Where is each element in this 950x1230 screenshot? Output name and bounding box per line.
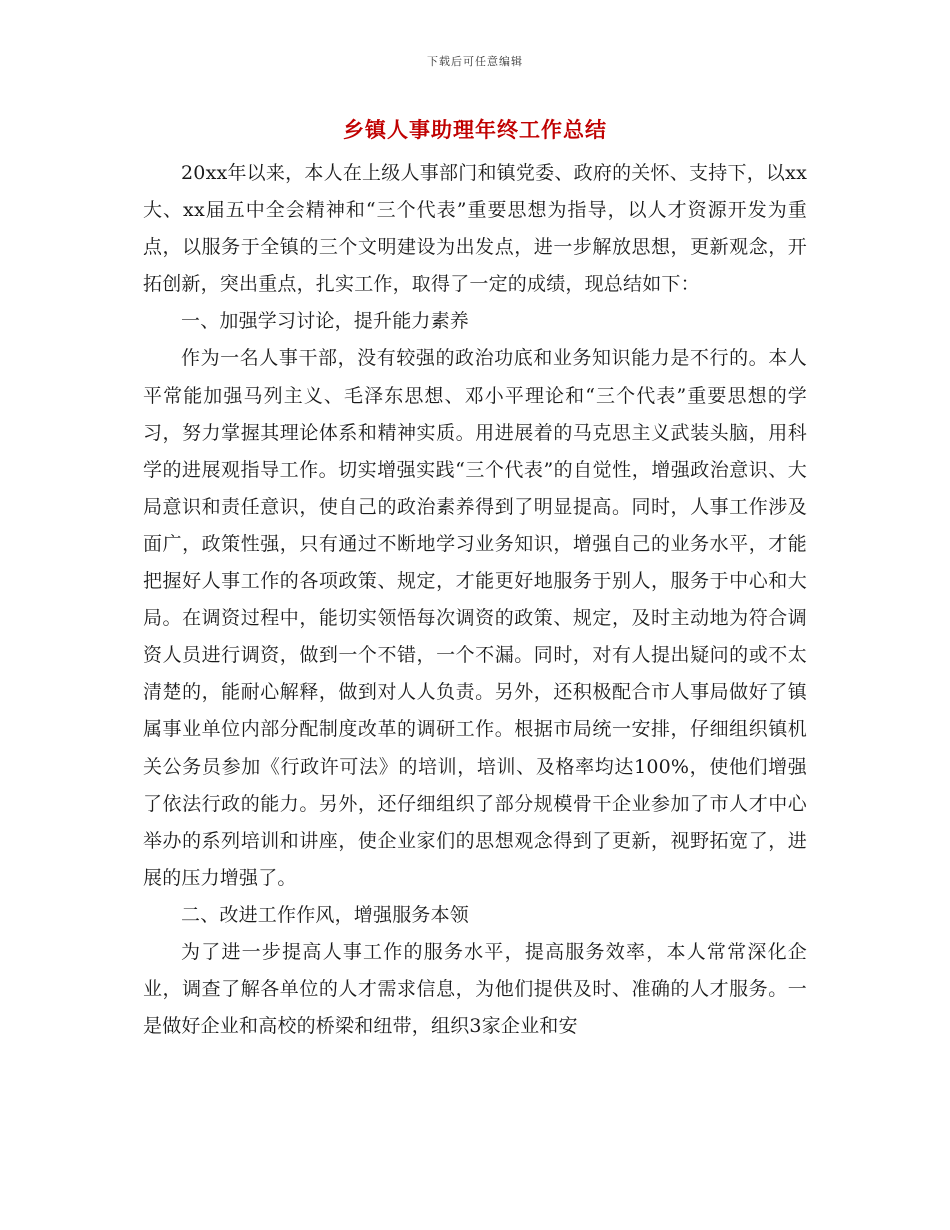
document-title: 乡镇人事助理年终工作总结 (343, 117, 607, 142)
section-heading-1: 一、加强学习讨论，提升能力素养 (181, 310, 470, 333)
section-2-paragraph: 为了进一步提高人事工作的服务水平，提高服务效率，本人常常深化企业，调查了解各单位的人才需求信息，为他们提供及时、准确的人才服务。一是做好企业和高校的桥梁和纽带，组织3家企业和安 (143, 940, 807, 1038)
header-note: 下载后可任意编辑 (427, 55, 523, 68)
section-heading-2: 二、改进工作作风，增强服务本领 (181, 903, 470, 926)
document-body (143, 155, 807, 1045)
intro-paragraph: 20xx年以来，本人在上级人事部门和镇党委、政府的关怀、支持下，以xx大、xx届五中全会精神和“三个代表”重要思想为指导，以人才资源开发为重点，以服务于全镇的三个文明建设为出发点，进一步解放思想，更新观念，开拓创新，突出重点，扎实工作，取得了一定的成绩，现总结如下： (143, 162, 807, 296)
section-1-paragraph: 作为一名人事干部，没有较强的政治功底和业务知识能力是不行的。本人平常能加强马列主义、毛泽东思想、邓小平理论和“三个代表”重要思想的学习，努力掌握其理论体系和精神实质。用进展着的马克思主义武装头脑，用科学的进展观指导工作。切实增强实践“三个代表”的自觉性，增强政治意识、大局意识和责任意识，使自己的政治素养得到了明显提高。同时，人事工作涉及面广，政策性强，只有通过不断地学习业务知识，增强自己的业务水平，才能把握好人事工作的各项政策、规定，才能更好地服务于别人，服务于中心和大局。在调资过程中，能切实领悟每次调资的政策、规定，及时主动地为符合调资人员进行调资，做到一个不错，一个不漏。同时，对有人提出疑问的或不太清楚的，能耐心解释，做到对人人负责。另外，还积极配合市人事局做好了镇属事业单位内部分配制度改革的调研工作。根据市局统一安排，仔细组织镇机关公务员参加《行政许可法》的培训，培训、及格率均达100%，使他们增强了依法行政的能力。另外，还仔细组织了部分规模骨干企业参加了市人才中心举办的系列培训和讲座，使企业家们的思想观念得到了更新，视野拓宽了，进展的压力增强了。 (143, 347, 807, 889)
